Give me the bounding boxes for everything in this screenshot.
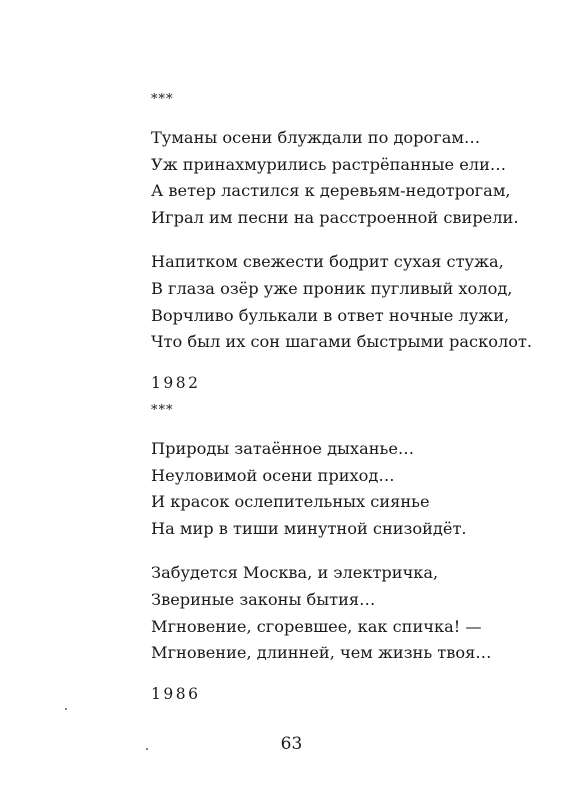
stanza-2 [151,249,551,355]
verse-line: Туманы осени блуждали по дорогам… [151,128,481,147]
verse-line: Уж принахмурились растрёпанные ели… [151,154,507,174]
verse-line: Забудется Москва, и электричка, [151,563,439,583]
verse-line: И красок ослепительных сиянье [151,492,430,512]
verse-line: Напитком свежести бодрит сухая стужа, [151,252,504,272]
verse-line: В глаза озёр уже проник пугливый холод, [151,278,513,298]
poem-1 [151,93,551,394]
verse-line: Ворчливо булькали в ответ ночные лужи, [151,305,510,325]
verse-line: Мгновение, длинней, чем жизнь твоя… [151,643,492,663]
verse-line: Что был их сон шагами быстрыми расколот. [151,332,533,352]
poem-2 [151,404,551,705]
stanza-1 [151,125,551,231]
poem-year: 1986 [151,684,201,703]
poem-year: 1982 [151,373,201,392]
verse-line: Неуловимой осени приход… [151,465,395,485]
verse-line: Природы затаённое дыханье… [151,439,415,458]
verse-line: Играл им песни на расстроенной свирели. [151,207,519,227]
verse-line: А ветер ластился к деревьям-недотрогам, [151,181,511,201]
page-number: 63 [280,734,303,754]
stanza-2 [151,560,551,666]
scan-speck [146,748,148,750]
scan-speck [65,708,67,710]
poem-separator: *** [151,403,174,418]
verse-line: На мир в тиши минутной снизойдёт. [151,518,467,538]
verse-line: Мгновение, сгоревшее, как спичка! — [151,616,482,636]
verse-line: Звериные законы бытия… [151,589,376,609]
poem-separator: *** [151,92,174,107]
stanza-1 [151,436,551,542]
